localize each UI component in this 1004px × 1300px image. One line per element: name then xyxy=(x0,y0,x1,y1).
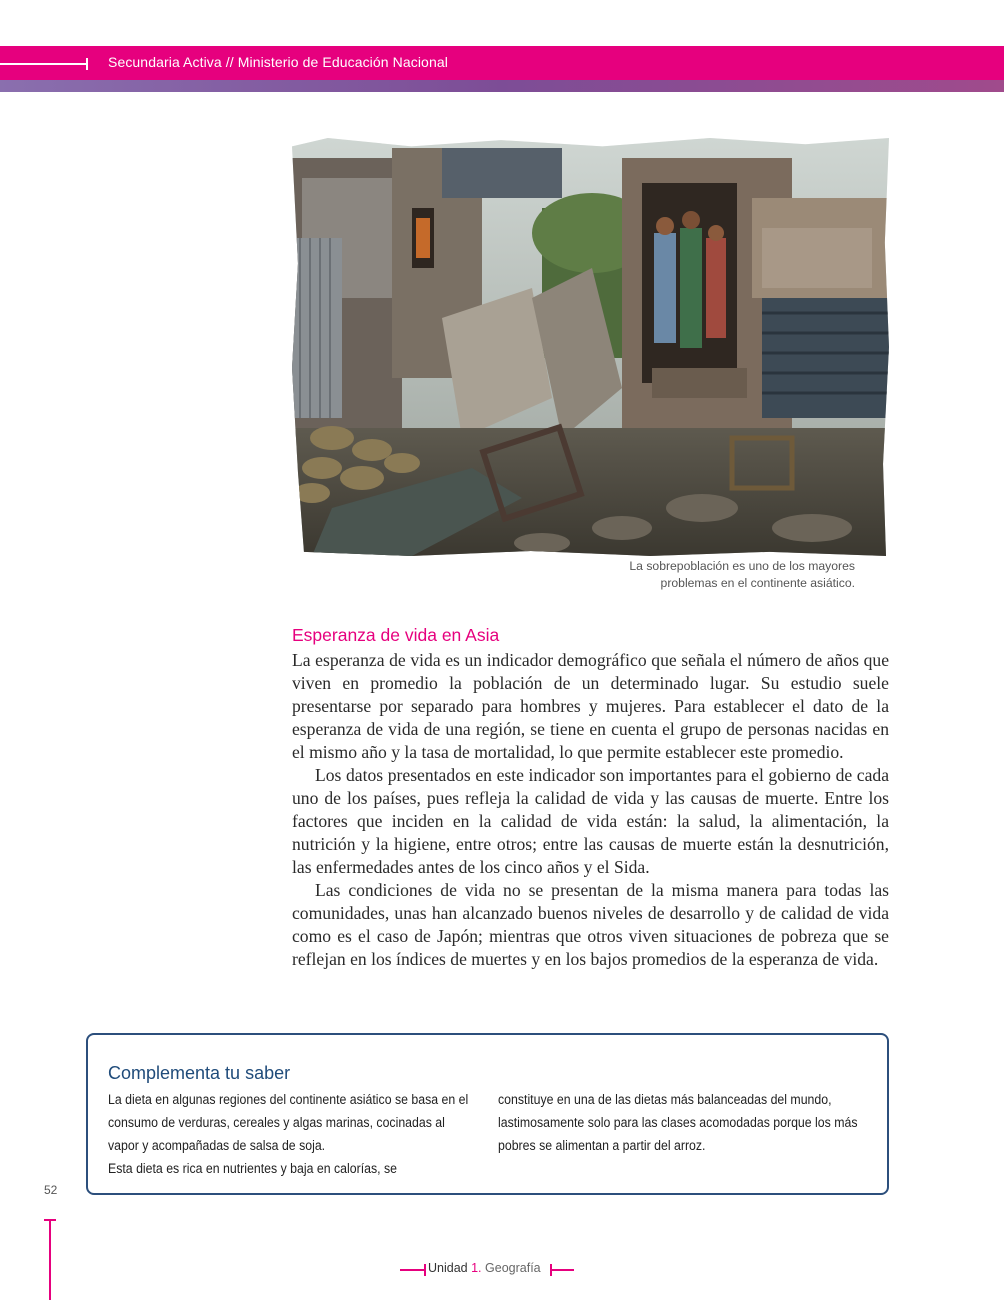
slum-photo xyxy=(292,138,889,556)
header-rule-tick xyxy=(86,58,88,70)
footer-unit-label xyxy=(428,1261,541,1275)
box-title: Complementa tu saber xyxy=(108,1063,291,1083)
box-right-column xyxy=(498,1088,866,1157)
footer-unit-subject: Geografía xyxy=(485,1261,541,1275)
paragraph-2: Los datos presentados en este indicador son importantes para el gobierno de cada uno de los países, pues refleja la calidad de vida y las causas de muerte. Entre los factores que inciden en la calidad de vida están: la salud, la alimentación, la nutrición y la higiene, entre otros; entre las causas de muerte están la desnutrición, las enfermedades antes de los cinco años y el Sida. xyxy=(292,765,889,877)
footer xyxy=(0,1261,1004,1277)
body-text xyxy=(292,649,889,971)
box-left-paragraph-2: Esta dieta es rica en nutrientes y baja en calorías, se xyxy=(108,1161,397,1176)
header-shadow-strip xyxy=(0,80,1004,92)
header-rule xyxy=(0,63,88,65)
paragraph-1: La esperanza de vida es un indicador demográfico que señala el número de años que viven en promedio la población de un determinado lugar. Su estudio suele presentarse por separado para hombres y mujeres. Para establecer el dato de la esperanza de vida de una región, se tiene en cuenta el grupo de personas nacidas en el mismo año y la tasa de mortalidad, lo que permite establecer este promedio. xyxy=(292,650,889,762)
footer-unit-word: Unidad xyxy=(428,1261,468,1275)
footer-rule-left xyxy=(400,1269,426,1271)
section-title: Esperanza de vida en Asia xyxy=(292,625,500,645)
slum-photo-illustration xyxy=(292,138,889,556)
box-left-paragraph-1: La dieta en algunas regiones del continente asiático se basa en el consumo de verduras, cereales y algas marinas, cocinadas al vapor y acompañadas de salsa de soja. xyxy=(108,1092,469,1153)
page-number: 52 xyxy=(44,1183,58,1197)
footer-rule-right xyxy=(550,1269,574,1271)
caption-line-1: La sobrepoblación es uno de los mayores xyxy=(629,559,855,573)
caption-line-2: problemas en el continente asiático. xyxy=(660,576,855,590)
paragraph-3: Las condiciones de vida no se presentan de la misma manera para todas las comunidades, unas han alcanzado buenos niveles de desarrollo y de calidad de vida como es el caso de Japón; mientras que otros viven situaciones de pobreza que se reflejan en los índices de muertes y en los bajos promedios de la esperanza de vida. xyxy=(292,880,889,969)
side-rule xyxy=(49,1220,51,1300)
photo-caption xyxy=(560,558,855,592)
header-title: Secundaria Activa // Ministerio de Educación Nacional xyxy=(108,54,448,70)
box-right-paragraph: constituye en una de las dietas más balanceadas del mundo, lastimosamente solo para las clases acomodadas porque los más pobres se alimentan a partir del arroz. xyxy=(498,1092,858,1153)
footer-tick-left xyxy=(424,1264,426,1276)
footer-unit-number: 1. xyxy=(471,1261,482,1275)
complementa-tu-saber-box xyxy=(86,1033,889,1195)
box-left-column xyxy=(108,1088,471,1180)
